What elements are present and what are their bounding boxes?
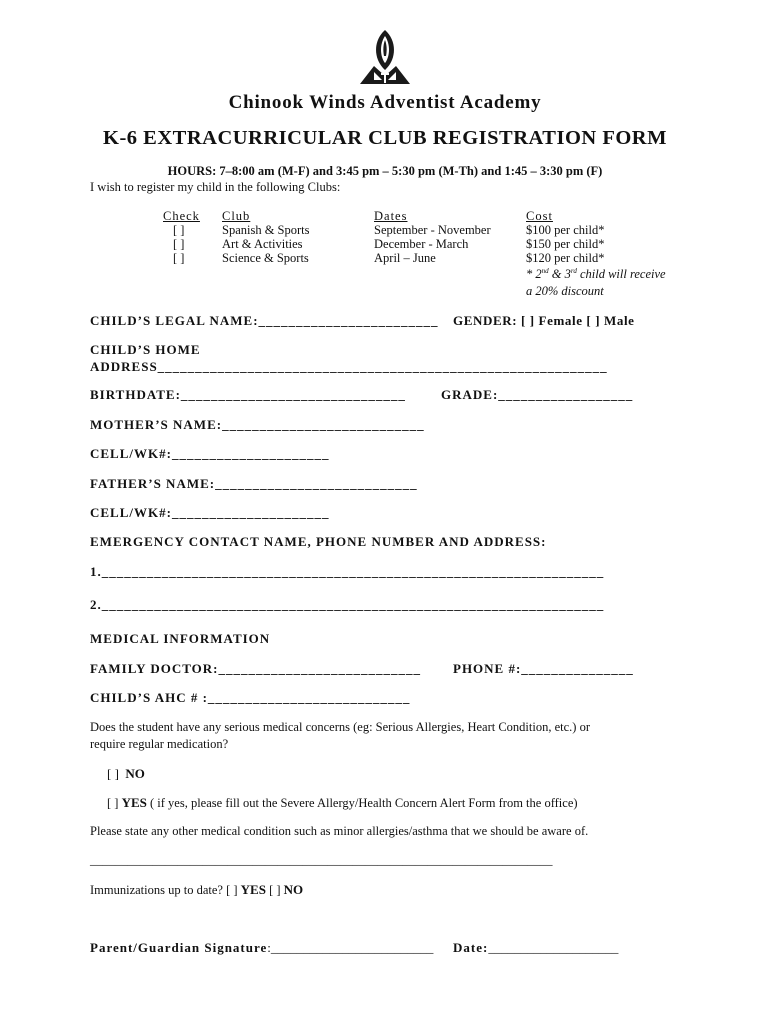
medical-question: Does the student have any serious medical concerns (eg: Serious Allergies, Heart Condition, etc.) or — [90, 720, 590, 734]
medical-question-line2: require regular medication? — [90, 737, 229, 751]
club-check-box[interactable]: [ ] — [173, 251, 185, 265]
signature-field[interactable]: :_________________________ — [267, 940, 434, 955]
medical-heading: MEDICAL INFORMATION — [90, 631, 271, 646]
discount-note: * 2nd & 3rd child will receive — [526, 266, 666, 281]
emergency-contact-2-field[interactable]: 2.___________________________________________________________________ — [90, 597, 605, 612]
club-name: Science & Sports — [222, 251, 309, 265]
family-doctor-field[interactable]: FAMILY DOCTOR:___________________________ — [90, 661, 421, 676]
club-dates: April – June — [374, 251, 436, 265]
col-header-cost: Cost — [526, 209, 553, 223]
doctor-phone-field[interactable]: PHONE #:_______________ — [453, 661, 634, 676]
intro-text: I wish to register my child in the following Clubs: — [90, 180, 341, 194]
emergency-contact-1-field[interactable]: 1.___________________________________________________________________ — [90, 564, 605, 579]
club-name: Spanish & Sports — [222, 223, 310, 237]
signature-row — [90, 940, 433, 956]
col-header-dates: Dates — [374, 209, 408, 223]
discount-note-line2: a 20% discount — [526, 284, 604, 298]
date-row — [453, 940, 618, 956]
ahc-number-field[interactable]: CHILD’S AHC # :___________________________ — [90, 690, 411, 705]
signature-label: Parent/Guardian Signature — [90, 940, 268, 955]
club-check-box[interactable]: [ ] — [173, 237, 185, 251]
medical-yes-option[interactable] — [107, 795, 578, 811]
mother-name-field[interactable]: MOTHER’S NAME:___________________________ — [90, 417, 425, 432]
club-cost: $100 per child* — [526, 223, 605, 237]
immunizations-label[interactable]: Immunizations up to date? [ ] — [90, 883, 241, 897]
club-dates: December - March — [374, 237, 469, 251]
mother-cell-field[interactable]: CELL/WK#:_____________________ — [90, 446, 330, 461]
grade-field[interactable]: GRADE:__________________ — [441, 387, 634, 402]
father-cell-field[interactable]: CELL/WK#:_____________________ — [90, 505, 330, 520]
academy-crest-icon — [354, 26, 416, 88]
hours-text: HOURS: 7–8:00 am (M-F) and 3:45 pm – 5:30 pm (M-Th) and 1:45 – 3:30 pm (F) — [167, 164, 603, 178]
club-name: Art & Activities — [222, 237, 303, 251]
immunizations-no-checkbox[interactable]: [ ] — [265, 883, 284, 897]
home-address-field[interactable]: ADDRESS____________________________________________________________ — [90, 359, 608, 374]
medical-no-option[interactable] — [107, 766, 145, 782]
no-label: NO — [125, 766, 145, 781]
immunizations-no-label: NO — [283, 882, 304, 897]
school-name: Chinook Winds Adventist Academy — [228, 92, 542, 113]
other-conditions-field[interactable]: __________________________________________________________________________ — [90, 853, 553, 867]
date-field[interactable]: ____________________ — [488, 940, 619, 955]
col-header-check: Check — [163, 209, 200, 223]
emergency-heading: EMERGENCY CONTACT NAME, PHONE NUMBER AND ADDRESS: — [90, 534, 547, 549]
other-conditions-text: Please state any other medical condition such as minor allergies/asthma that we should be aware of. — [90, 824, 589, 838]
no-checkbox[interactable]: [ ] — [107, 766, 119, 781]
club-check-box[interactable]: [ ] — [173, 223, 185, 237]
birthdate-field[interactable]: BIRTHDATE:______________________________ — [90, 387, 406, 402]
club-cost: $120 per child* — [526, 251, 605, 265]
immunizations-row — [90, 882, 303, 898]
gender-field[interactable]: GENDER: [ ] Female [ ] Male — [453, 313, 635, 328]
yes-label: YES — [121, 795, 147, 810]
date-label: Date: — [453, 940, 489, 955]
club-cost: $150 per child* — [526, 237, 605, 251]
childs-name-field[interactable]: CHILD’S LEGAL NAME:________________________ — [90, 313, 439, 328]
yes-checkbox[interactable]: [ ] — [107, 796, 119, 810]
col-header-club: Club — [222, 209, 251, 223]
father-name-field[interactable]: FATHER’S NAME:___________________________ — [90, 476, 418, 491]
yes-note: ( if yes, please fill out the Severe Allergy/Health Concern Alert Form from the office) — [146, 796, 578, 810]
immunizations-yes-label: YES — [240, 882, 266, 897]
form-title: K-6 EXTRACURRICULAR CLUB REGISTRATION FORM — [103, 127, 667, 149]
club-dates: September - November — [374, 223, 491, 237]
home-address-label: CHILD’S HOME — [90, 342, 201, 357]
